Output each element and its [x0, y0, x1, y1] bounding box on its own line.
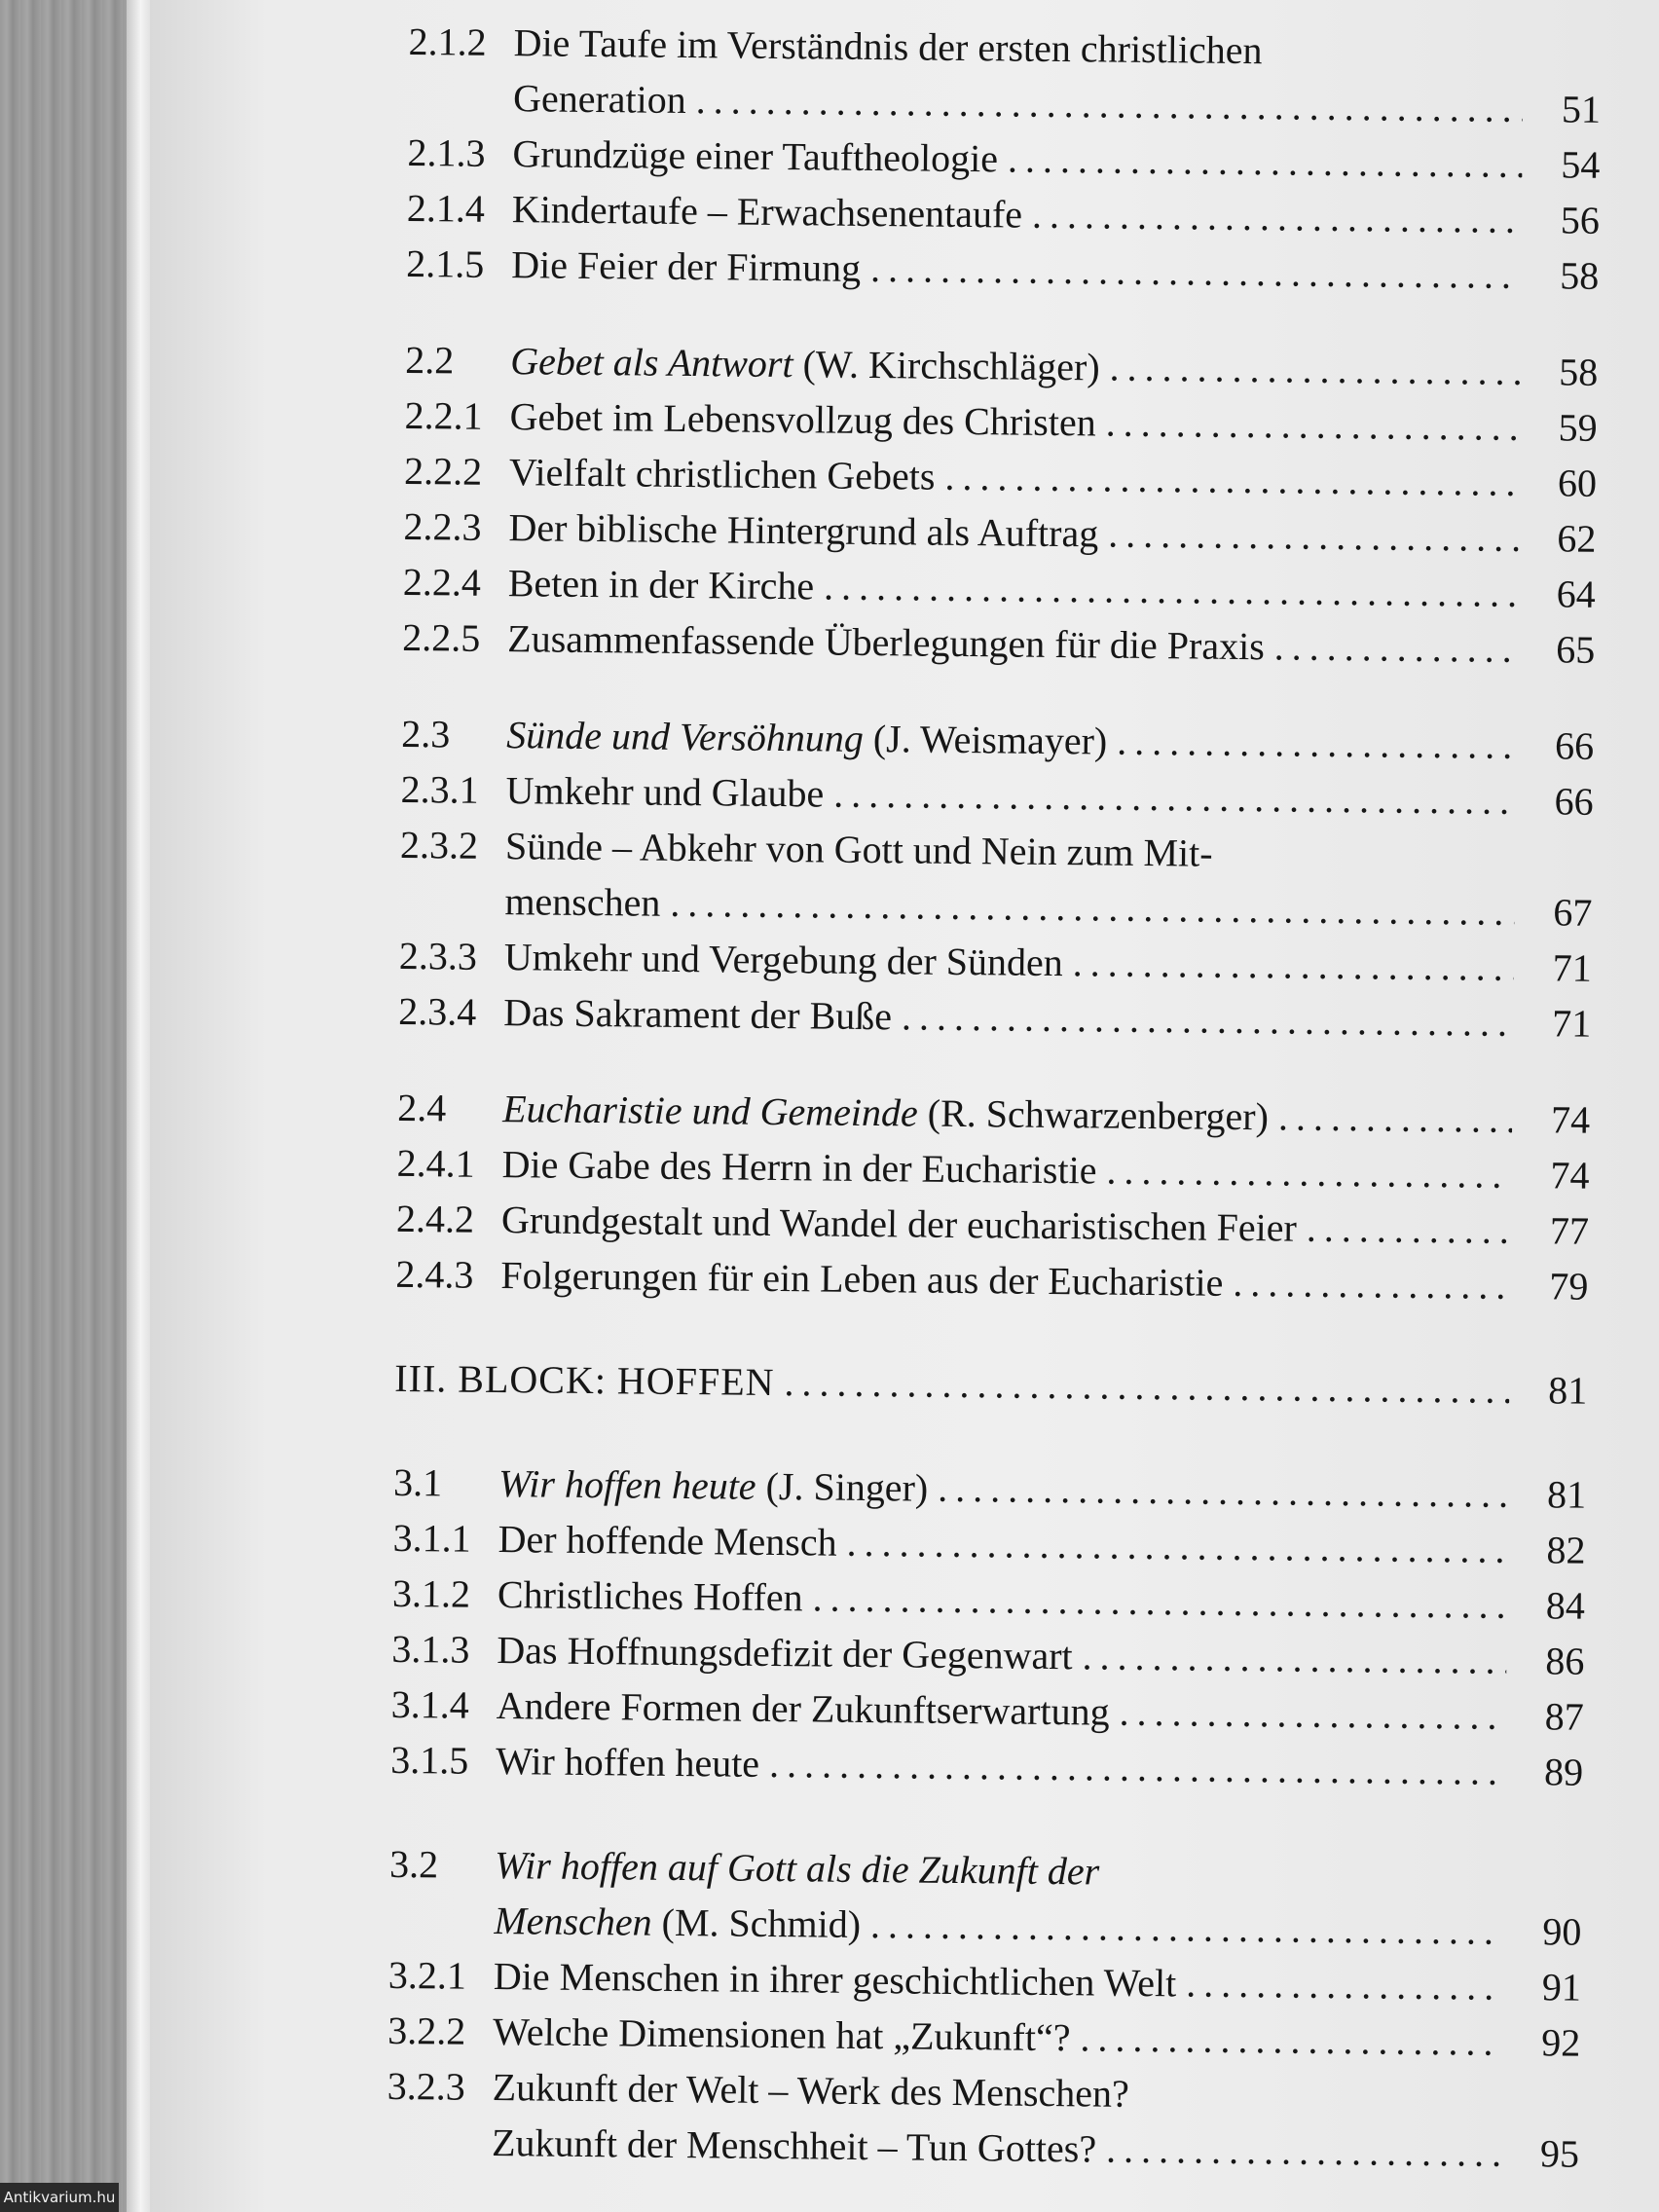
- toc-number: 2.3.4: [398, 988, 477, 1034]
- toc-title-wrap: [510, 333, 1100, 394]
- leader-dots: [1105, 395, 1519, 455]
- leader-dots: [1307, 1200, 1512, 1258]
- toc-author: (J. Weismayer): [872, 717, 1108, 763]
- toc-title: Generation: [512, 76, 687, 122]
- toc-title: Umkehr und Glaube: [505, 768, 825, 816]
- toc-title: Grundgestalt und Wandel der eucharistischen Feier: [500, 1198, 1298, 1250]
- toc-title: Die Gabe des Herrn in der Eucharistie: [501, 1142, 1097, 1193]
- toc-number: 2.3: [401, 711, 451, 756]
- toc-page-number: 67: [1553, 890, 1593, 935]
- toc-page-number: 77: [1549, 1208, 1590, 1253]
- toc-title: Kindertaufe – Erwachsenentaufe: [511, 187, 1023, 237]
- leader-dots: [1008, 130, 1523, 192]
- toc-page-number: 81: [1548, 1368, 1588, 1413]
- toc-title: Vielfalt christlichen Gebets: [508, 450, 936, 498]
- toc-title: Der hoffende Mensch: [498, 1517, 837, 1565]
- toc-number: 2.2.5: [402, 614, 481, 660]
- toc-page-number: 82: [1546, 1528, 1586, 1572]
- toc-number: 3.2.1: [387, 1952, 467, 1998]
- leader-dots: [870, 240, 1522, 303]
- leader-dots: [1082, 1628, 1506, 1688]
- toc-page-number: 71: [1551, 1001, 1592, 1046]
- toc-title-wrap: [506, 707, 1108, 768]
- toc-number: 2.3.1: [400, 766, 479, 812]
- toc-author: (R. Schwarzenberger): [927, 1090, 1270, 1139]
- toc-title: Das Sakrament der Buße: [503, 990, 893, 1039]
- leader-dots: [1106, 1143, 1512, 1202]
- toc-page-number: 79: [1549, 1264, 1589, 1309]
- toc-title: Eucharistie und Gemeinde: [501, 1087, 919, 1135]
- toc-page-number: 58: [1558, 350, 1599, 394]
- toc-number: 2.2.1: [404, 392, 483, 438]
- leader-dots: [1186, 1955, 1503, 2013]
- toc-title: Wir hoffen heute: [495, 1739, 760, 1786]
- leader-dots: [812, 1569, 1507, 1632]
- toc-number: 2.2.2: [403, 448, 483, 494]
- watermark-label: Antikvarium.hu: [0, 2183, 119, 2212]
- toc-title-wrap: [502, 1081, 1269, 1144]
- leader-dots: [944, 449, 1519, 510]
- toc-number: 2.2.3: [403, 503, 482, 549]
- toc-title: Der biblische Hintergrund als Auftrag: [508, 505, 1099, 556]
- table-of-contents: [387, 14, 1602, 2182]
- toc-number: 3.1.1: [392, 1515, 471, 1561]
- toc-page-number: 66: [1554, 779, 1594, 824]
- leader-dots: [870, 1897, 1504, 1959]
- leader-dots: [1073, 935, 1515, 995]
- leader-dots: [1273, 618, 1517, 677]
- leader-dots: [1109, 340, 1520, 399]
- toc-title: Zusammenfassende Überlegungen für die Praxis: [507, 616, 1266, 669]
- toc-title: Wir hoffen heute: [498, 1461, 756, 1508]
- toc-number: 3.1.2: [391, 1570, 471, 1616]
- leader-dots: [938, 1460, 1509, 1522]
- toc-page-number: 87: [1544, 1694, 1584, 1739]
- toc-number: 2.3.3: [398, 933, 478, 978]
- toc-title: Die Feier der Firmung: [511, 242, 862, 290]
- toc-block-title: III. BLOCK: HOFFEN: [394, 1355, 775, 1405]
- toc-number: 3.2.3: [387, 2063, 465, 2109]
- toc-title: Andere Formen der Zukunftserwartung: [496, 1683, 1110, 1734]
- toc-page-number: 74: [1550, 1153, 1590, 1198]
- toc-number: 2.1.5: [406, 240, 485, 286]
- toc-page-number: 84: [1545, 1583, 1586, 1628]
- toc-author: (M. Schmid): [661, 1899, 862, 1946]
- toc-number: 2.1.4: [406, 185, 486, 231]
- toc-title: Beten in der Kirche: [507, 561, 815, 608]
- background-surface: [0, 0, 127, 2212]
- leader-dots: [846, 1515, 1508, 1577]
- toc-title: Sünde und Versöhnung: [506, 713, 865, 760]
- leader-dots: [833, 766, 1516, 829]
- toc-title: Gebet als Antwort: [510, 339, 793, 387]
- leader-dots: [824, 558, 1518, 620]
- toc-number: 3.2.2: [387, 2008, 466, 2053]
- toc-number: 2.4.2: [395, 1196, 475, 1241]
- toc-title: Sünde – Abkehr von Gott und Nein zum Mit-: [504, 824, 1213, 875]
- toc-number: 2.4: [396, 1085, 447, 1130]
- toc-page-number: 89: [1543, 1750, 1584, 1794]
- toc-page-number: 92: [1541, 2020, 1581, 2065]
- toc-title: Welche Dimensionen hat „Zukunft“?: [493, 2009, 1071, 2060]
- toc-number: 2.4.3: [395, 1251, 474, 1297]
- leader-dots: [1080, 2009, 1502, 2070]
- toc-title: Wir hoffen auf Gott als die Zukunft der: [494, 1843, 1100, 1894]
- toc-page-number: 60: [1557, 461, 1598, 505]
- leader-dots: [1106, 2121, 1502, 2181]
- toc-page-number: 59: [1558, 405, 1598, 450]
- toc-number: 2.2: [405, 337, 455, 383]
- toc-author: (J. Singer): [765, 1463, 929, 1510]
- toc-page-number: 71: [1552, 945, 1593, 990]
- toc-title: Grundzüge einer Tauftheologie: [512, 131, 999, 181]
- leader-dots: [670, 875, 1515, 940]
- leader-dots: [1032, 187, 1522, 247]
- toc-page-number: 56: [1560, 198, 1601, 242]
- toc-title: Zukunft der Welt – Werk des Menschen?: [492, 2065, 1130, 2116]
- toc-page-number: 51: [1561, 87, 1602, 131]
- toc-title: Folgerungen für ein Leben aus der Eucharistie: [500, 1253, 1224, 1305]
- leader-dots: [902, 988, 1514, 1051]
- leader-dots: [1119, 1684, 1506, 1744]
- toc-title: menschen: [504, 879, 661, 925]
- toc-number: 2.4.1: [396, 1140, 475, 1186]
- leader-dots: [695, 72, 1523, 136]
- toc-page-number: 65: [1555, 627, 1596, 672]
- toc-title: Menschen: [494, 1899, 652, 1944]
- toc-number: 3.1.3: [391, 1626, 470, 1672]
- toc-number: 3.1.4: [390, 1681, 470, 1727]
- toc-title: Umkehr und Vergebung der Sünden: [503, 935, 1064, 985]
- toc-title: Gebet im Lebensvollzug des Christen: [509, 394, 1096, 445]
- toc-page-number: 90: [1542, 1909, 1582, 1954]
- toc-page-number: 86: [1545, 1639, 1585, 1683]
- toc-title: Christliches Hoffen: [497, 1572, 803, 1620]
- toc-title-wrap: [498, 1456, 929, 1516]
- toc-page-number: 66: [1554, 723, 1595, 768]
- toc-page-number: 81: [1546, 1472, 1587, 1517]
- toc-page-number: 91: [1541, 1965, 1582, 2009]
- toc-number: 3.2: [388, 1841, 439, 1887]
- toc-number: 3.1: [392, 1459, 443, 1505]
- leader-dots: [1233, 1255, 1511, 1313]
- leader-dots: [769, 1736, 1506, 1799]
- toc-page-number: 58: [1560, 253, 1600, 298]
- leader-dots: [1278, 1088, 1513, 1147]
- toc-number: 2.1.2: [408, 18, 487, 64]
- toc-page-number: 74: [1550, 1097, 1591, 1142]
- toc-page-number: 64: [1556, 571, 1597, 616]
- page-edge: [127, 0, 150, 2212]
- toc-author: (W. Kirchschläger): [802, 342, 1100, 389]
- leader-dots: [1117, 714, 1517, 773]
- toc-title: Das Hoffnungsdefizit der Gegenwart: [497, 1628, 1073, 1678]
- toc-page-number: 54: [1561, 142, 1601, 187]
- toc-title: Die Taufe im Verständnis der ersten christlichen: [513, 20, 1263, 73]
- toc-number: 3.1.5: [389, 1737, 469, 1783]
- toc-number: 2.3.2: [399, 822, 479, 867]
- toc-number: 2.2.4: [402, 559, 482, 605]
- toc-page-number: 95: [1539, 2131, 1580, 2176]
- toc-title-wrap: [494, 1893, 861, 1952]
- toc-number: 2.1.3: [407, 129, 486, 175]
- leader-dots: [784, 1354, 1509, 1418]
- toc-title: Die Menschen in ihrer geschichtlichen Welt: [493, 1954, 1177, 2006]
- leader-dots: [1108, 506, 1519, 566]
- toc-title: Zukunft der Menschheit – Tun Gottes?: [491, 2120, 1097, 2171]
- toc-page-number: 62: [1557, 516, 1597, 561]
